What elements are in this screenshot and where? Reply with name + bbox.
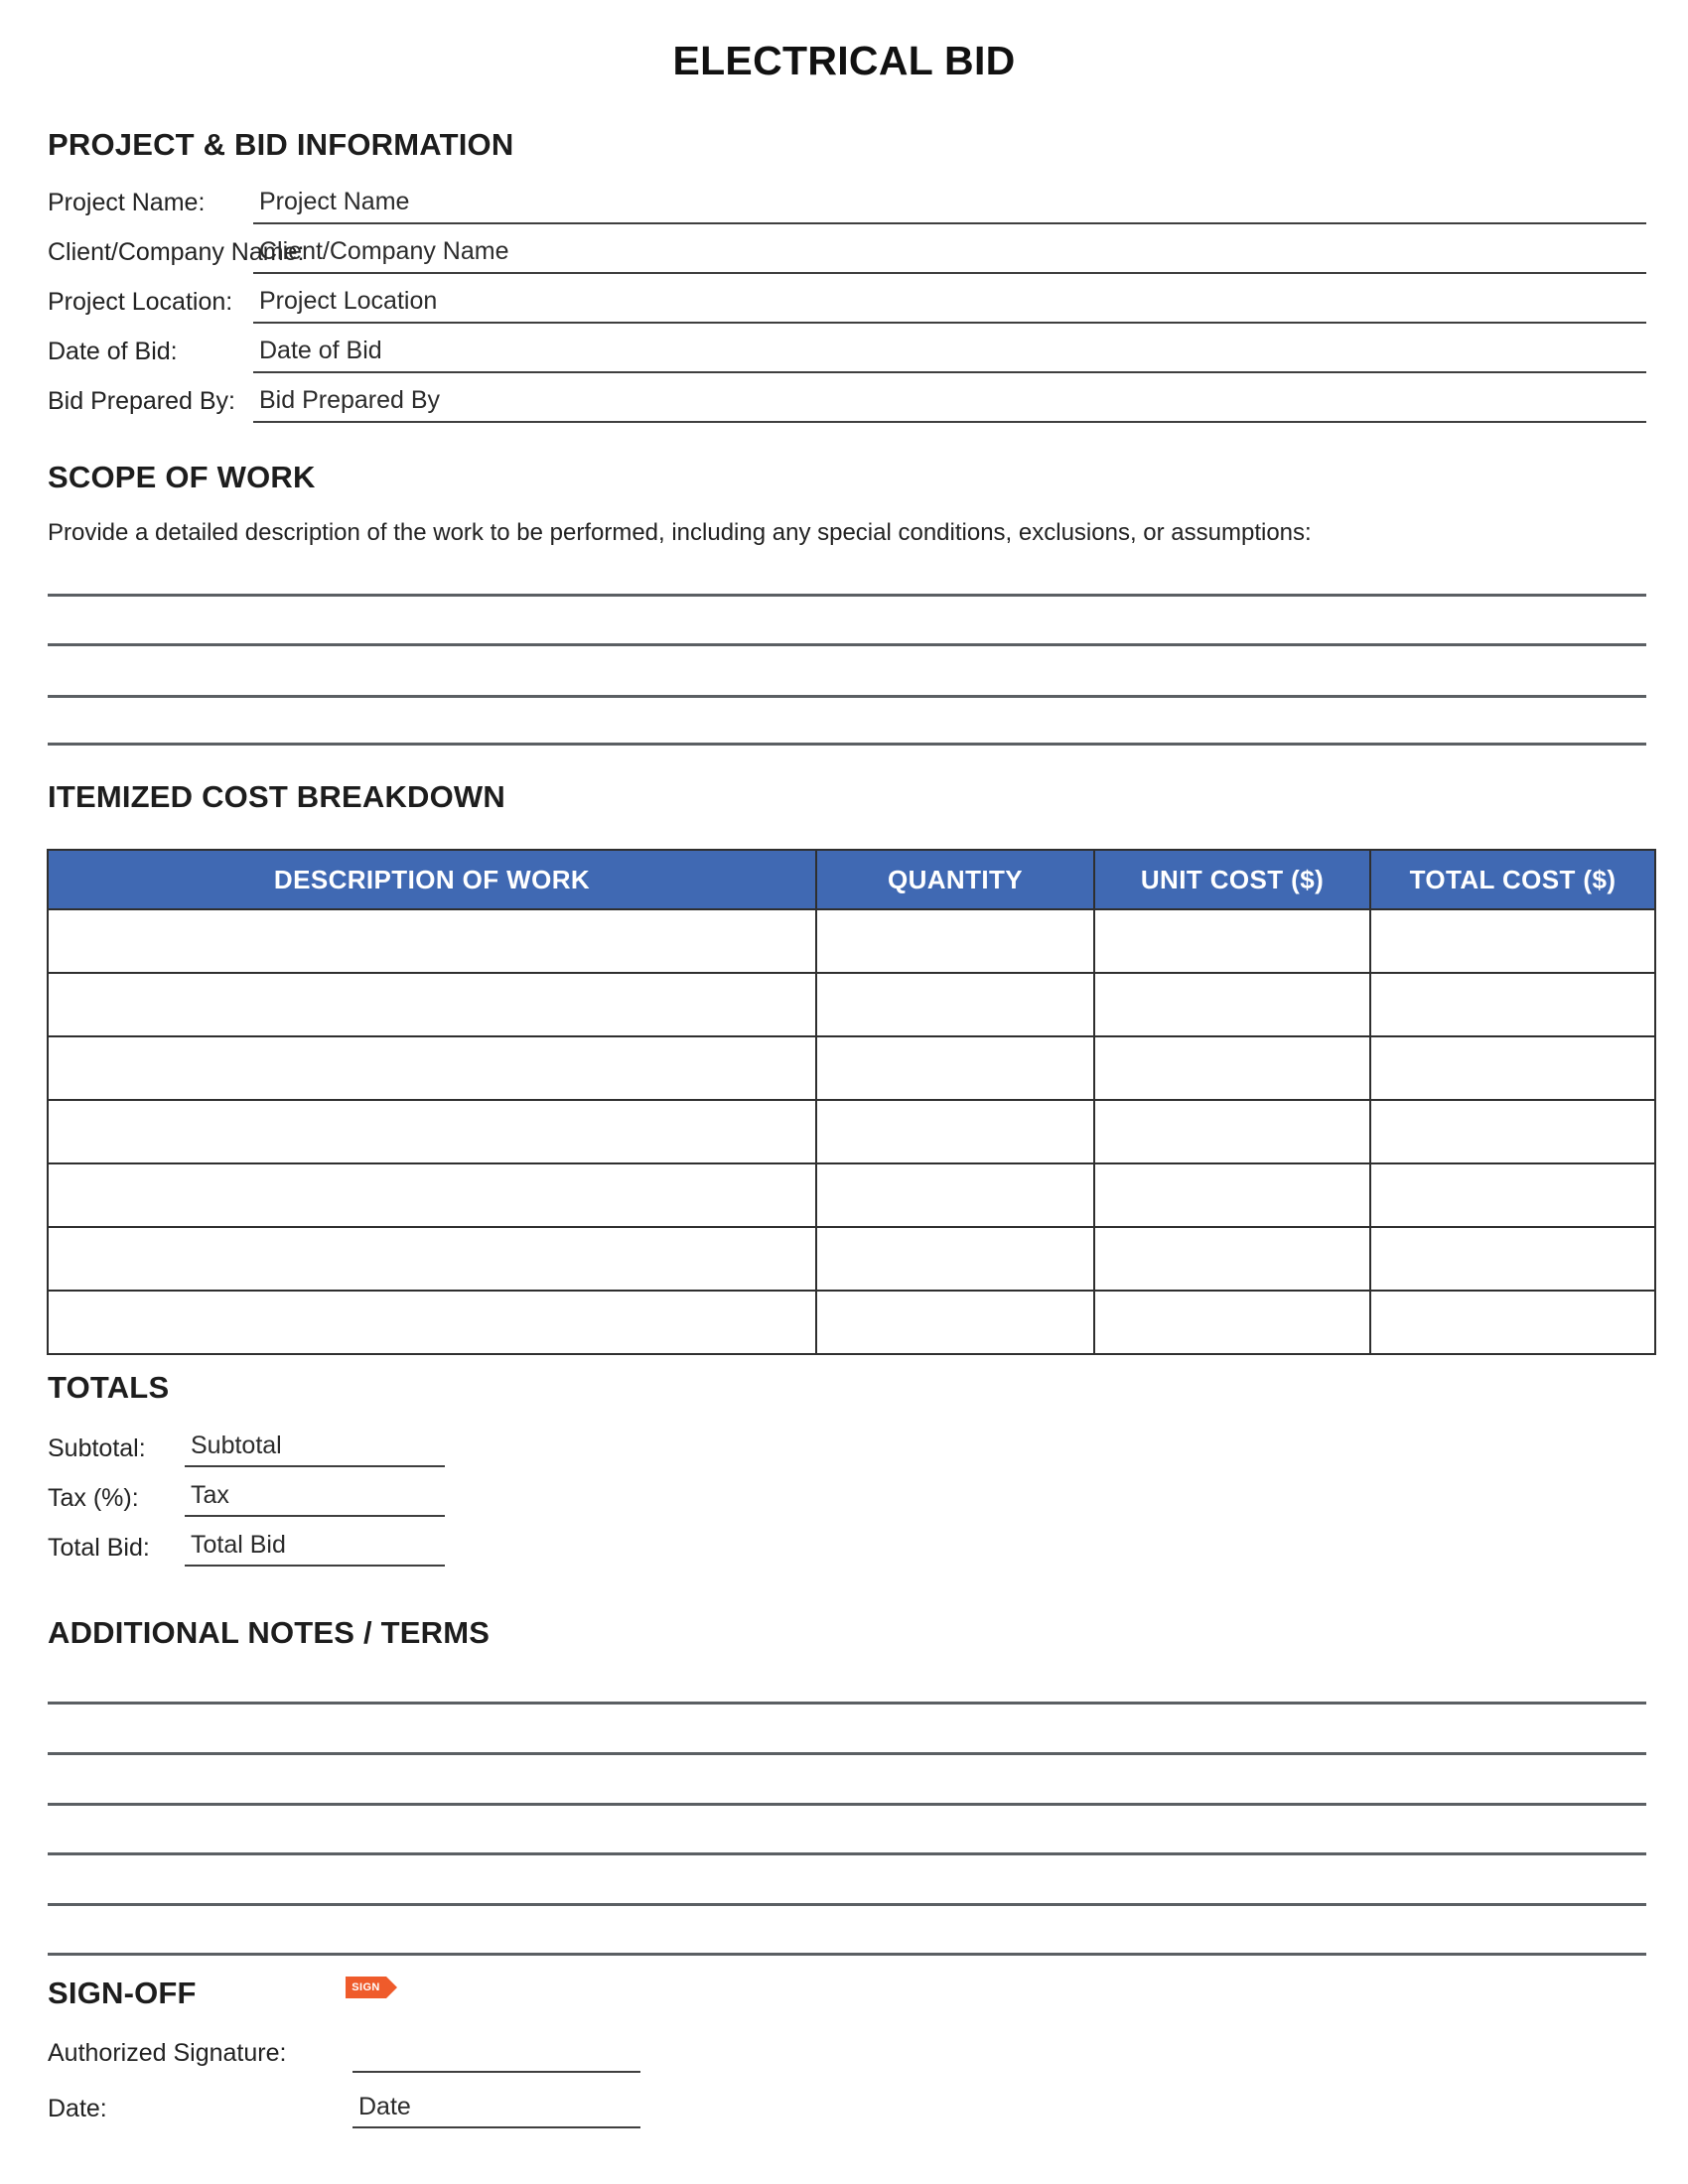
cell-description[interactable] [48,909,816,973]
cell-total-cost[interactable] [1370,1100,1655,1163]
label-subtotal: Subtotal: [48,1434,146,1462]
cell-description[interactable] [48,1036,816,1100]
input-total-bid[interactable] [185,1521,445,1567]
notes-write-line-2[interactable] [48,1752,1646,1755]
table-row [48,1100,1655,1163]
value-subtotal: Subtotal [191,1432,282,1459]
cell-total-cost[interactable] [1370,1227,1655,1291]
field-row-project-name [48,177,1646,226]
table-row [48,973,1655,1036]
input-authorized-signature[interactable] [352,2027,640,2073]
field-row-client-company-name [48,226,1646,276]
section-heading-totals: TOTALS [48,1370,170,1405]
field-row-project-location [48,276,1646,326]
cell-total-cost[interactable] [1370,1036,1655,1100]
cell-total-cost[interactable] [1370,1291,1655,1354]
field-row-bid-prepared-by [48,375,1646,425]
cell-unit-cost[interactable] [1094,973,1370,1036]
label-sign-date: Date: [48,2095,107,2122]
sign-tag-icon[interactable] [346,1977,397,1998]
scope-write-line-3[interactable] [48,695,1646,698]
sign-tag-arrow-icon [386,1977,397,1998]
table-row [48,1163,1655,1227]
section-heading-additional-notes: ADDITIONAL NOTES / TERMS [48,1615,491,1650]
value-project-name: Project Name [259,188,410,215]
page-title: ELECTRICAL BID [672,38,1016,83]
notes-write-line-1[interactable] [48,1702,1646,1705]
label-project-location: Project Location: [48,288,233,316]
itemized-cost-table [47,849,1656,1355]
cell-quantity[interactable] [816,1036,1094,1100]
input-date-of-bid[interactable] [253,326,1646,373]
table-row [48,1036,1655,1100]
table-row [48,909,1655,973]
notes-write-line-6[interactable] [48,1953,1646,1956]
cell-unit-cost[interactable] [1094,1291,1370,1354]
cell-quantity[interactable] [816,1227,1094,1291]
sign-tag-label: SIGN [352,1981,380,1993]
scope-write-line-2[interactable] [48,643,1646,646]
cell-quantity[interactable] [816,1291,1094,1354]
input-bid-prepared-by[interactable] [253,375,1646,423]
section-heading-scope-of-work: SCOPE OF WORK [48,460,316,494]
cell-description[interactable] [48,1291,816,1354]
section-heading-project-info: PROJECT & BID INFORMATION [48,127,514,162]
input-sign-date[interactable] [352,2083,640,2128]
cell-quantity[interactable] [816,909,1094,973]
value-tax: Tax [191,1481,229,1509]
cell-quantity[interactable] [816,1163,1094,1227]
table-row [48,1227,1655,1291]
value-total-bid: Total Bid [191,1531,286,1559]
section-heading-itemized-cost: ITEMIZED COST BREAKDOWN [48,779,505,814]
cell-quantity[interactable] [816,973,1094,1036]
input-subtotal[interactable] [185,1422,445,1467]
cell-quantity[interactable] [816,1100,1094,1163]
table-header-row [48,850,1655,909]
cell-total-cost[interactable] [1370,909,1655,973]
label-date-of-bid: Date of Bid: [48,338,178,365]
table-row [48,1291,1655,1354]
scope-of-work-instruction: Provide a detailed description of the work to be performed, including any special conditions, exclusions, or assumptions: [48,519,1312,546]
notes-write-line-4[interactable] [48,1852,1646,1855]
cell-unit-cost[interactable] [1094,1100,1370,1163]
scope-write-line-1[interactable] [48,594,1646,597]
input-client-company-name[interactable] [253,226,1646,274]
label-tax: Tax (%): [48,1484,139,1512]
notes-write-line-5[interactable] [48,1903,1646,1906]
label-authorized-signature: Authorized Signature: [48,2039,287,2067]
notes-write-line-3[interactable] [48,1803,1646,1806]
input-tax[interactable] [185,1471,445,1517]
value-date-of-bid: Date of Bid [259,337,382,364]
label-client-company-name: Client/Company Name: [48,238,305,266]
column-header-total-cost: TOTAL COST ($) [1370,850,1655,909]
cell-unit-cost[interactable] [1094,1036,1370,1100]
cell-unit-cost[interactable] [1094,1163,1370,1227]
label-total-bid: Total Bid: [48,1534,150,1562]
cell-unit-cost[interactable] [1094,1227,1370,1291]
cell-description[interactable] [48,973,816,1036]
cell-description[interactable] [48,1227,816,1291]
cell-total-cost[interactable] [1370,973,1655,1036]
section-heading-sign-off: SIGN-OFF [48,1976,197,2010]
cell-description[interactable] [48,1100,816,1163]
input-project-name[interactable] [253,177,1646,224]
input-project-location[interactable] [253,276,1646,324]
value-bid-prepared-by: Bid Prepared By [259,386,441,414]
value-project-location: Project Location [259,287,438,315]
cell-total-cost[interactable] [1370,1163,1655,1227]
label-project-name: Project Name: [48,189,206,216]
cell-description[interactable] [48,1163,816,1227]
value-client-company-name: Client/Company Name [259,237,509,265]
column-header-quantity: QUANTITY [816,850,1094,909]
label-bid-prepared-by: Bid Prepared By: [48,387,235,415]
column-header-unit-cost: UNIT COST ($) [1094,850,1370,909]
column-header-description: DESCRIPTION OF WORK [48,850,816,909]
cell-unit-cost[interactable] [1094,909,1370,973]
value-sign-date: Date [358,2093,411,2120]
field-row-date-of-bid [48,326,1646,375]
scope-write-line-4[interactable] [48,743,1646,746]
